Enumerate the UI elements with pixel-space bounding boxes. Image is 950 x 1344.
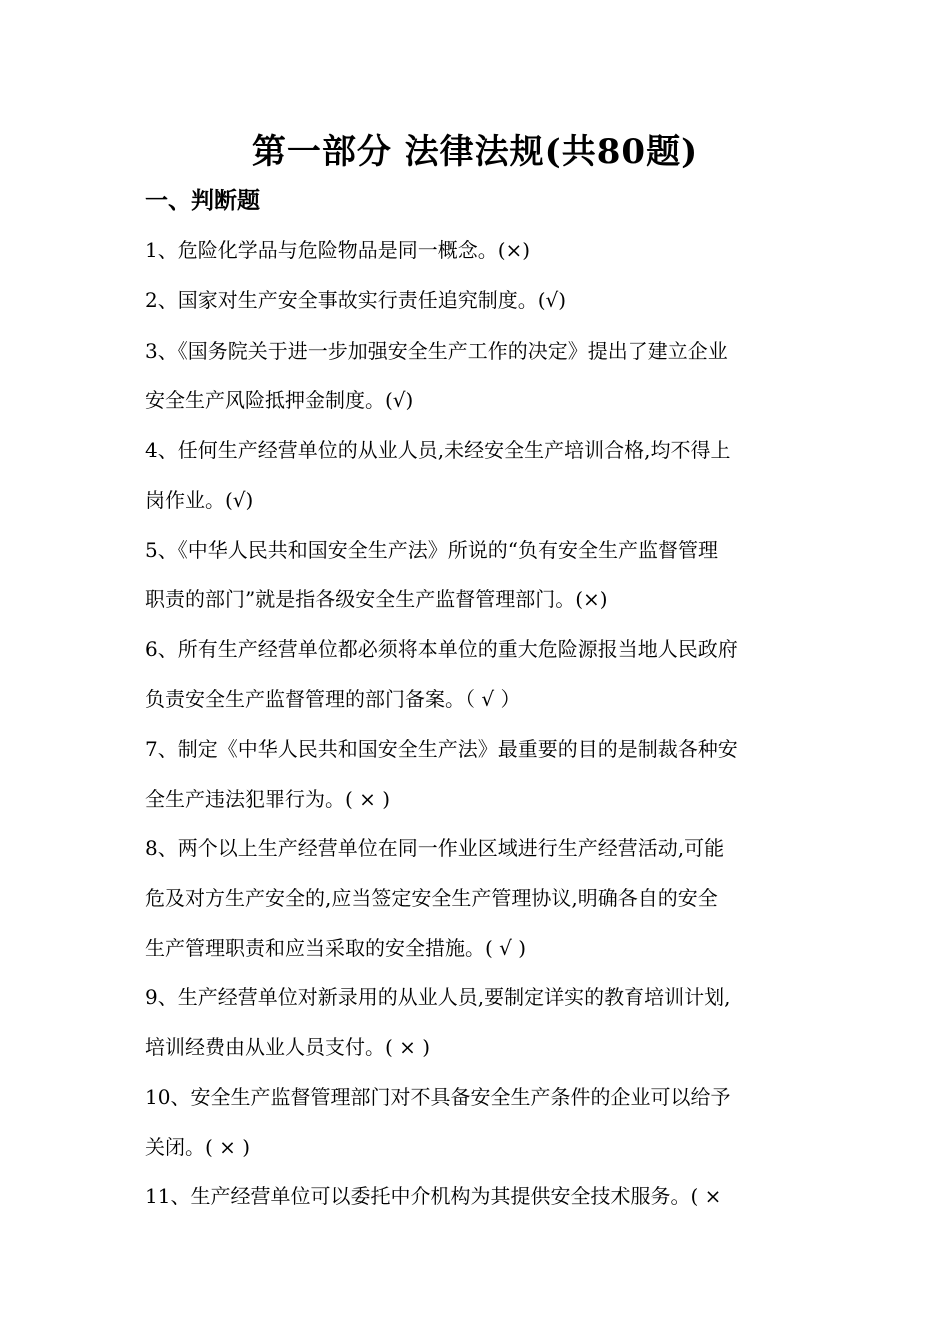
question-line: 7、制定《中华人民共和国安全生产法》最重要的目的是制裁各种安 bbox=[145, 737, 738, 761]
question-line: 5、《中华人民共和国安全生产法》所说的“负有安全生产监督管理 bbox=[145, 538, 718, 562]
question-line: 2、国家对生产安全事故实行责任追究制度。(√) bbox=[145, 288, 567, 312]
question-line: 培训经费由从业人员支付。( × ) bbox=[145, 1035, 431, 1059]
question-line: 10、安全生产监督管理部门对不具备安全生产条件的企业可以给予 bbox=[145, 1085, 731, 1109]
question-line: 11、生产经营单位可以委托中介机构为其提供安全技术服务。( × bbox=[145, 1184, 722, 1208]
question-line: 8、两个以上生产经营单位在同一作业区域进行生产经营活动,可能 bbox=[145, 836, 725, 860]
question-line: 6、所有生产经营单位都必须将本单位的重大危险源报当地人民政府 bbox=[145, 637, 738, 661]
question-line: 全生产违法犯罪行为。( × ) bbox=[145, 787, 391, 811]
question-line: 9、生产经营单位对新录用的从业人员,要制定详实的教育培训计划, bbox=[145, 985, 731, 1009]
question-line: 生产管理职责和应当采取的安全措施。( √ ) bbox=[145, 936, 527, 960]
page-title: 第一部分 法律法规(共80题) bbox=[251, 132, 699, 172]
question-line: 1、危险化学品与危险物品是同一概念。(×) bbox=[145, 238, 531, 262]
question-line: 岗作业。(√) bbox=[145, 488, 254, 512]
question-line: 3、《国务院关于进一步加强安全生产工作的决定》提出了建立企业 bbox=[145, 339, 728, 363]
question-line: 负责安全生产监督管理的部门备案。（ √ ） bbox=[145, 687, 521, 711]
question-line: 安全生产风险抵押金制度。(√) bbox=[145, 388, 414, 412]
question-line: 4、任何生产经营单位的从业人员,未经安全生产培训合格,均不得上 bbox=[145, 438, 731, 462]
question-line: 职责的部门”就是指各级安全生产监督管理部门。(×) bbox=[145, 587, 608, 611]
section-heading: 一、判断题 bbox=[145, 187, 260, 214]
question-line: 危及对方生产安全的,应当签定安全生产管理协议,明确各自的安全 bbox=[145, 886, 718, 910]
question-line: 关闭。( × ) bbox=[145, 1135, 251, 1159]
